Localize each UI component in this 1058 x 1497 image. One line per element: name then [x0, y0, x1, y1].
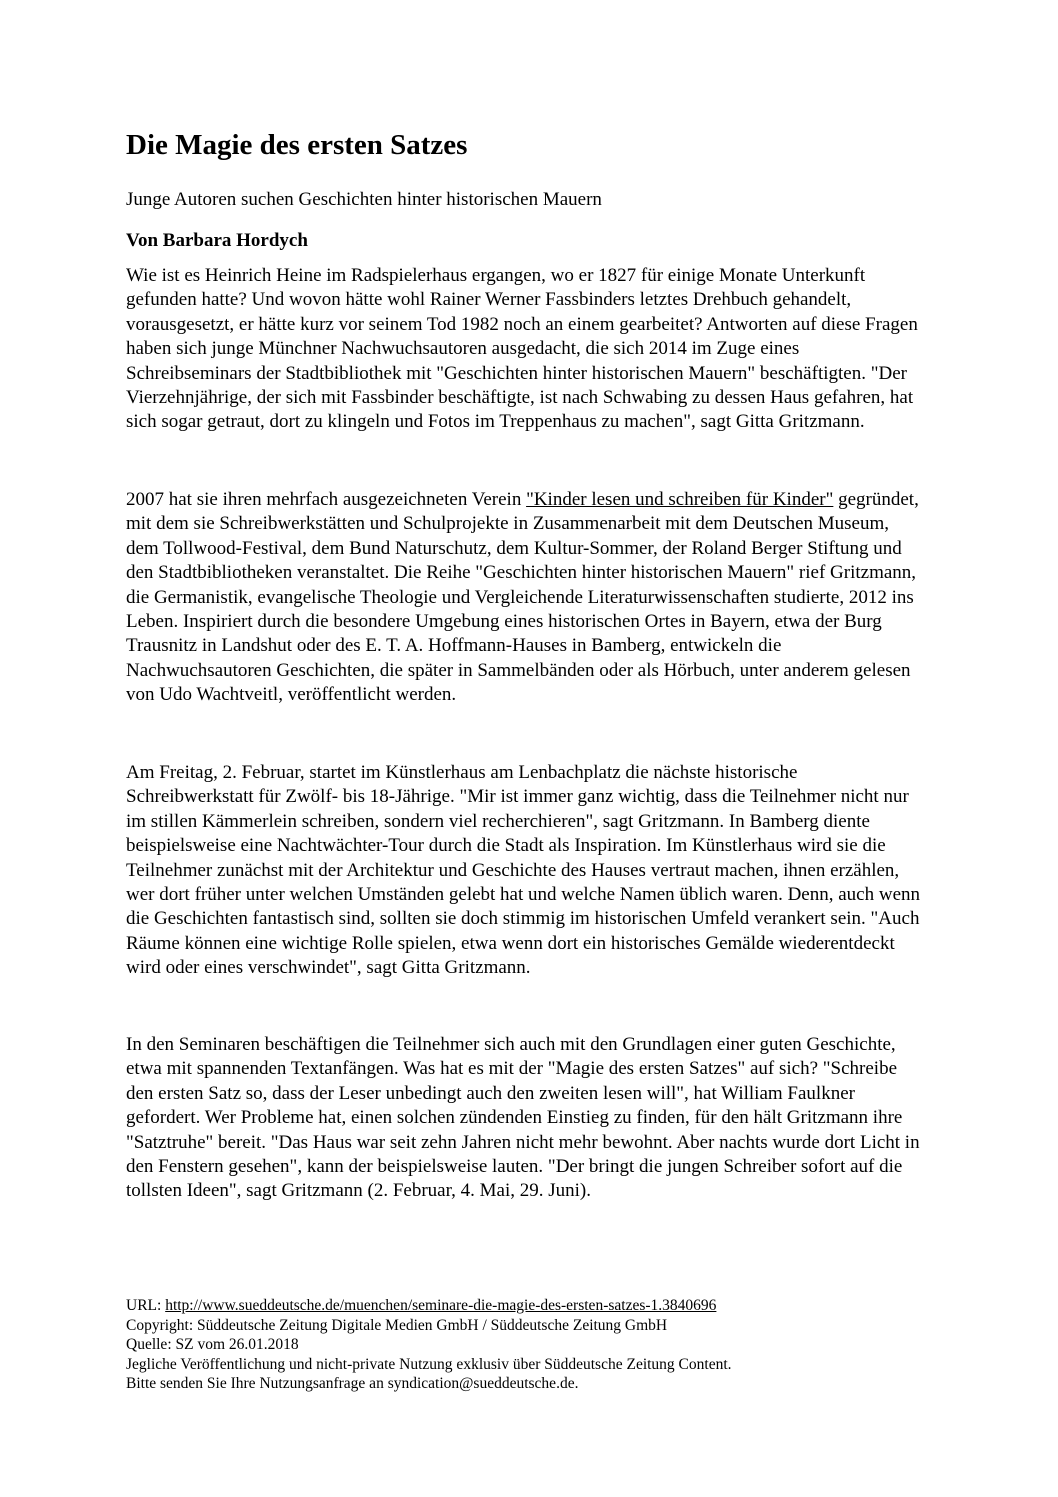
paragraph-1: Wie ist es Heinrich Heine im Radspielerhaus ergangen, wo er 1827 für einige Monate Unterkunft gefunden hatte? Und wovon hätte wohl Rainer Werner Fassbinders letztes Drehbuch gehandelt, vorausgesetzt, er hätte kurz vor seinem Tod 1982 noch an einem gearbeitet? Antworten auf diese Fragen haben sich junge Münchner Nachwuchsautoren ausgedacht, die sich 2014 im Zuge eines Schreibseminars der Stadtbibliothek mit "Geschichten hinter historischen Mauern" beschäftigten. "Der Vierzehnjährige, der sich mit Fassbinder beschäftigte, ist nach Schwabing zu dessen Haus gefahren, hat sich sogar getraut, dort zu klingeln und Fotos im Treppenhaus zu machen", sagt Gitta Gritzmann.	[126, 265, 918, 433]
footer-source: Quelle: SZ vom 26.01.2018	[126, 1336, 299, 1353]
verein-link[interactable]: "Kinder lesen und schreiben für Kinder"	[526, 489, 834, 510]
footer-copyright: Copyright: Süddeutsche Zeitung Digitale Medien GmbH / Süddeutsche Zeitung GmbH	[126, 1316, 668, 1334]
article-author: Von Barbara Hordych	[126, 230, 308, 251]
article-title: Die Magie des ersten Satzes	[126, 129, 468, 161]
footer-url-line	[126, 1296, 926, 1316]
paragraph-2-intro: 2007 hat sie ihren mehrfach ausgezeichneten Verein	[126, 489, 527, 510]
article-subtitle: Junge Autoren suchen Geschichten hinter historischen Mauern	[126, 189, 602, 210]
footer-rights: Jegliche Veröffentlichung und nicht-private Nutzung exklusiv über Süddeutsche Zeitung Content.	[126, 1355, 732, 1373]
paragraph-2	[126, 488, 926, 708]
source-footer	[126, 1296, 926, 1394]
footer-contact: Bitte senden Sie Ihre Nutzungsanfrage an syndication@sueddeutsche.de.	[126, 1375, 579, 1392]
paragraph-3: Am Freitag, 2. Februar, startet im Künstlerhaus am Lenbachplatz die nächste historische Schreibwerkstatt für Zwölf- bis 18-Jährige. "Mir ist immer ganz wichtig, dass die Teilnehmer nicht nur im stillen Kämmerlein schreiben, sondern viel recherchieren", sagt Gritzmann. In Bamberg diente beispielsweise eine Nachtwächter-Tour durch die Stadt als Inspiration. Im Künstlerhaus wird sie die Teilnehmer zunächst mit der Architektur und Geschichte des Hauses vertraut machen, ihnen erzählen, wer dort früher unter welchen Umständen gelebt hat und welche Namen üblich waren. Denn, auch wenn die Geschichten fantastisch sind, sollten sie doch stimmig im historischen Umfeld verankert sein. "Auch Räume können eine wichtige Rolle spielen, etwa wenn dort ein historisches Gemälde wiederentdeckt wird oder eines verschwindet", sagt Gitta Gritzmann.	[126, 762, 921, 979]
paragraph-4: In den Seminaren beschäftigen die Teilnehmer sich auch mit den Grundlagen einer guten Geschichte, etwa mit spannenden Textanfängen. Was hat es mit der "Magie des ersten Satzes" auf sich? "Schreibe den ersten Satz so, dass der Leser unbedingt auch den zweiten lesen will", hat William Faulkner gefordert. Wer Probleme hat, einen solchen zündenden Einstieg zu finden, für den hält Gritzmann ihre "Satztruhe" bereit. "Das Haus war seit zehn Jahren nicht mehr bewohnt. Aber nachts wurde dort Licht in den Fenstern gesehen", kann der beispielsweise lauten. "Der bringt die jungen Schreiber sofort auf die tollsten Ideen", sagt Gritzmann (2. Februar, 4. Mai, 29. Juni).	[126, 1034, 920, 1202]
paragraph-2-body: gegründet, mit dem sie Schreibwerkstätten und Schulprojekte in Zusammenarbeit mit dem Deutschen Museum, dem Tollwood-Festival, dem Bund Naturschutz, dem Kultur-Sommer, der Roland Berger Stiftung und den Stadtbibliotheken veranstaltet. Die Reihe "Geschichten hinter historischen Mauern" rief Gritzmann, die Germanistik, evangelische Theologie und Vergleichende Literaturwissenschaften studierte, 2012 ins Leben. Inspiriert durch die besondere Umgebung eines historischen Ortes in Bayern, etwa der Burg Trausnitz in Landshut oder des E. T. A. Hoffmann-Hauses in Bamberg, entwickeln die Nachwuchsautoren Geschichten, die später in Sammelbänden oder als Hörbuch, unter anderem gelesen von Udo Wachtveitl, veröffentlicht werden.	[126, 489, 919, 706]
article-url-link[interactable]: http://www.sueddeutsche.de/muenchen/seminare-die-magie-des-ersten-satzes-1.3840696	[165, 1297, 717, 1314]
footer-url-label: URL:	[126, 1297, 166, 1314]
